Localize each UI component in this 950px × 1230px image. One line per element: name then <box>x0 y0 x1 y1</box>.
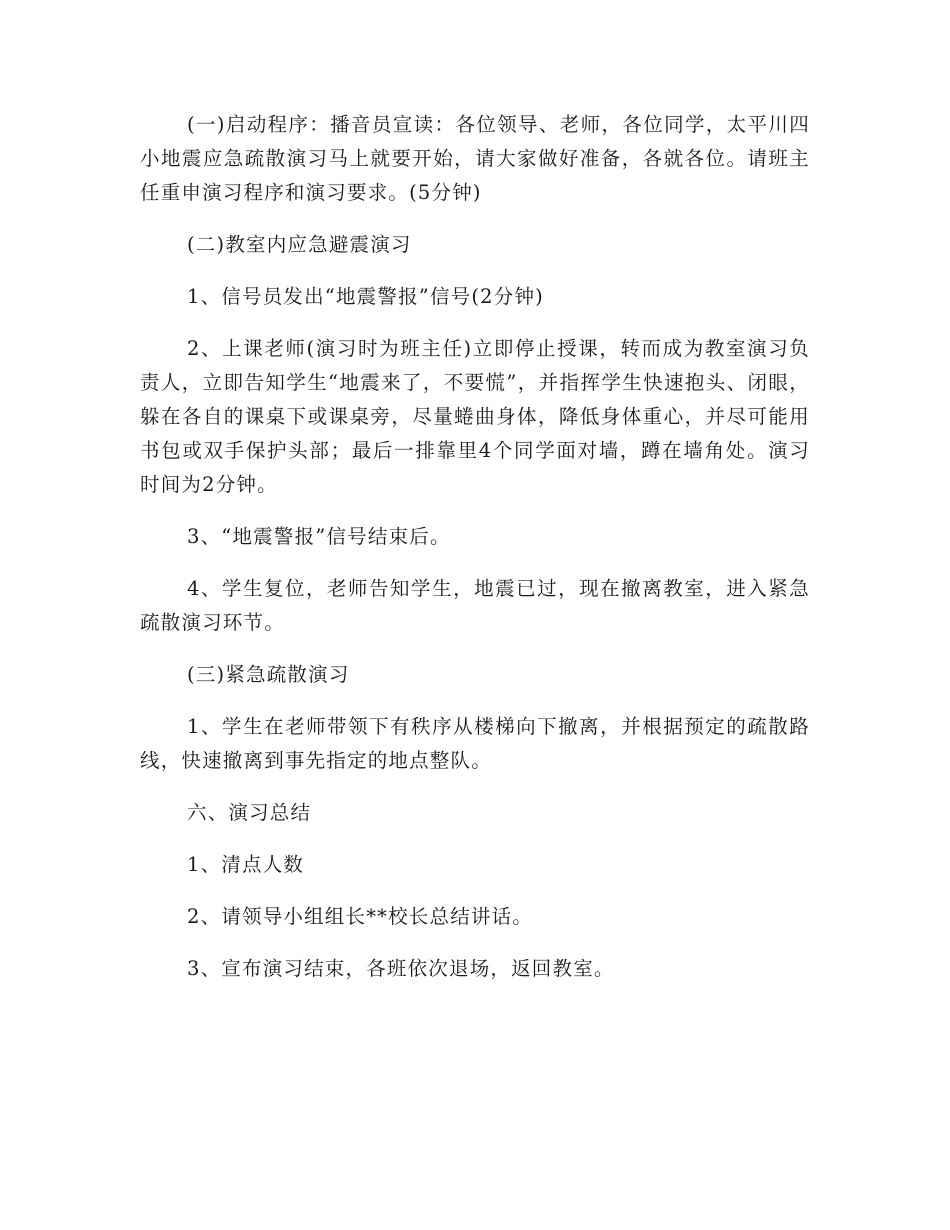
paragraph-students-return: 4、学生复位，老师告知学生，地震已过，现在撤离教室，进入紧急疏散演习环节。 <box>140 577 810 634</box>
heading-classroom-drill: (二)教室内应急避震演习 <box>187 233 412 256</box>
paragraph-principal-speech: 2、请领导小组组长**校长总结讲话。 <box>187 905 534 928</box>
document-body <box>140 108 810 1004</box>
paragraph-drill-end: 3、宣布演习结束，各班依次退场，返回教室。 <box>187 957 615 980</box>
paragraph-headcount: 1、清点人数 <box>187 853 305 876</box>
heading-drill-summary: 六、演习总结 <box>187 801 312 824</box>
paragraph-evacuation-route: 1、学生在老师带领下有秩序从楼梯向下撤离，并根据预定的疏散路线，快速撤离到事先指定的地点整队。 <box>140 715 810 772</box>
paragraph-alarm-signal: 1、信号员发出“地震警报”信号(2分钟) <box>187 285 544 308</box>
paragraph-teacher-instructions: 2、上课老师(演习时为班主任)立即停止授课，转而成为教室演习负责人，立即告知学生“地震来了，不要慌”，并指挥学生快速抱头、闭眼，躲在各自的课桌下或课桌旁，尽量蜷曲身体，降低身体重心，并尽可能用书包或双手保护头部；最后一排靠里4个同学面对墙，蹲在墙角处。演习时间为2分钟。 <box>140 337 810 496</box>
heading-evacuation-drill: (三)紧急疏散演习 <box>187 663 350 686</box>
paragraph-startup-procedure: (一)启动程序：播音员宣读：各位领导、老师，各位同学，太平川四小地震应急疏散演习马上就要开始，请大家做好准备，各就各位。请班主任重申演习程序和演习要求。(5分钟) <box>140 113 810 204</box>
paragraph-alarm-end: 3、“地震警报”信号结束后。 <box>187 525 451 548</box>
